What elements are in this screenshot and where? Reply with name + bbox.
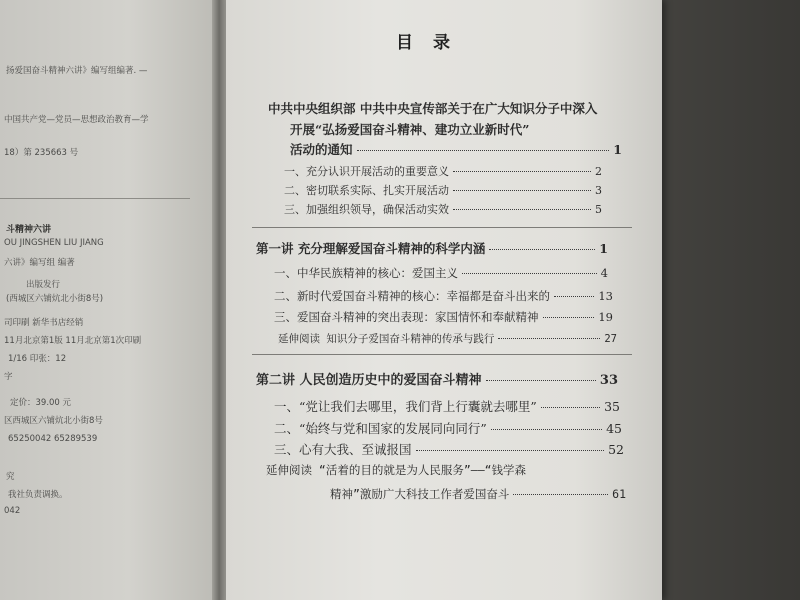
page-number: 61 [612,487,626,501]
toc-entry[interactable] [274,288,613,304]
entry-title: 三、心有大我、至诚报国 [274,442,412,457]
copyright-line: 出版发行 [26,280,61,290]
toc-page [226,0,662,600]
copyright-line: OU JINGSHEN LIU JIANG [4,238,104,248]
leader-dots [453,209,591,210]
leader-dots [462,273,597,274]
toc-entry[interactable] [274,309,613,325]
entry-title: 二、“始终与党和国家的发展同向同行” [274,421,487,436]
toc-entry[interactable] [274,397,620,415]
toc-entry[interactable] [284,182,602,198]
leader-dots [486,380,596,381]
copyright-line: 扬爱国奋斗精神六讲》编写组编著. — [6,66,148,76]
copyright-line: 18）第 235663 号 [4,148,79,158]
entry-title: 第一讲 充分理解爱国奋斗精神的科学内涵 [256,241,486,256]
page-number: 33 [599,373,618,388]
entry-title: 三、爱国奋斗精神的突出表现：家国情怀和奉献精神 [274,310,539,324]
entry-title: 一、中华民族精神的核心：爱国主义 [274,266,458,280]
toc-entry[interactable] [274,419,622,437]
entry-title: 延伸阅读 知识分子爱国奋斗精神的传承与践行 [278,333,495,345]
copyright-line: 斗精神六讲 [6,225,52,235]
page-number: 5 [595,203,602,216]
copyright-line: 我社负责调换。 [8,490,68,500]
entry-title: 一、“党让我们去哪里，我们背上行囊就去哪里” [274,399,537,414]
notice-title-line1: 中共中央组织部 中共中央宣传部关于在广大知识分子中深入 [268,101,598,116]
entry-title: 一、充分认识开展活动的重要意义 [284,165,449,178]
notice-title-line2: 开展“弘扬爱国奋斗精神、建功立业新时代” [290,122,530,137]
leader-dots [513,494,608,495]
entry-title: 二、密切联系实际、扎实开展活动 [284,184,449,197]
toc-entry[interactable] [284,201,602,217]
toc-entry-extended-reading[interactable] [278,331,617,346]
leader-dots [453,171,591,172]
page-number: 1 [613,142,622,157]
page-number: 13 [598,289,613,303]
copyright-line: 字 [4,372,13,382]
leader-dots [543,317,595,318]
copyright-line: 司印刷 新华书店经销 [4,318,84,328]
page-number: 19 [598,310,613,324]
page-number: 4 [600,266,608,280]
page-number: 3 [595,184,602,197]
copyright-line: 042 [4,506,21,516]
leader-dots [489,249,595,250]
page-number: 27 [604,333,617,345]
copyright-line: 区西城区六铺炕北小街8号 [4,416,103,426]
page-number: 1 [599,241,608,256]
extended-reading-line1: 延伸阅读 “活着的目的就是为人民服务”——“钱学森 [266,463,527,477]
leader-dots [416,450,605,451]
page-number: 2 [595,165,602,178]
leader-dots [453,190,591,191]
entry-title: 精神”激励广大科技工作者爱国奋斗 [330,487,510,501]
copyright-line: 11月北京第1版 11月北京第1次印刷 [4,336,142,346]
copyright-line: 六讲》编写组 编著 [4,258,75,268]
leader-dots [554,296,594,297]
leader-dots [357,150,610,151]
leader-dots [541,407,600,408]
page-number: 52 [608,442,624,457]
toc-entry[interactable] [274,265,608,281]
section-divider [252,354,632,355]
copyright-line: (西城区六铺炕北小街8号) [6,294,104,304]
entry-title: 二、新时代爱国奋斗精神的核心：幸福都是奋斗出来的 [274,289,550,303]
copyright-line: 定价：39.00 元 [10,398,72,408]
leader-dots [491,429,602,430]
entry-title: 活动的通知 [290,142,353,157]
left-page-copyright [0,0,215,600]
section-divider [252,227,632,228]
copyright-line: 中国共产党—党员—思想政治教育—学 [4,115,149,125]
entry-title: 第二讲 人民创造历史中的爱国奋斗精神 [256,373,482,388]
entry-title: 三、加强组织领导，确保活动实效 [284,203,449,216]
toc-entry-extended-reading[interactable] [330,486,626,502]
page-number: 35 [604,399,620,414]
toc-entry[interactable] [284,163,602,179]
page-number: 45 [606,421,622,436]
toc-entry-lecture-1[interactable] [256,239,608,257]
copyright-line: 1/16 印张：12 [8,354,67,364]
toc-entry[interactable] [274,440,624,458]
toc-entry-notice[interactable] [290,140,622,158]
toc-entry-lecture-2[interactable] [256,369,618,388]
divider [0,198,190,199]
copyright-line: 65250042 65289539 [8,434,98,444]
copyright-line: 究 [6,472,15,482]
leader-dots [498,338,600,339]
toc-title: 目录 [396,33,470,53]
